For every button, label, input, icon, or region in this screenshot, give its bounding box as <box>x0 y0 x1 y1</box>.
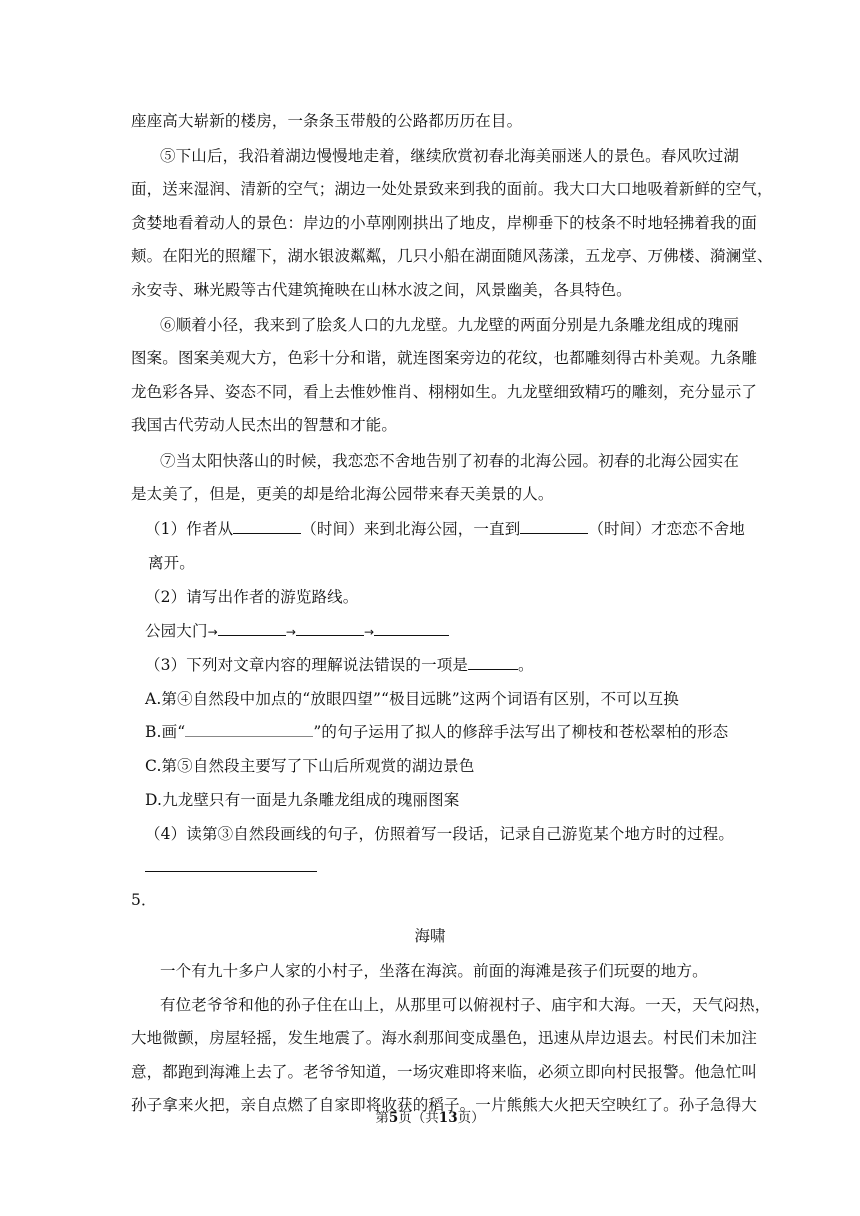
page-footer <box>0 1108 860 1128</box>
option-b <box>145 721 731 743</box>
route-start: 公园大门 <box>145 622 208 640</box>
answer-blank[interactable] <box>218 621 286 636</box>
question-1 <box>145 518 745 540</box>
passage-paragraph: 孙子拿来火把，亲自点燃了自家即将收获的稻子。一片熊熊大火把天空映红了。孙子急得大 <box>131 1096 758 1114</box>
option-d: D.九龙壁只有一面是九条雕龙组成的瑰丽图案 <box>145 791 460 809</box>
question-3 <box>145 654 731 676</box>
paragraph-5-line: 永安寺、琳光殿等古代建筑掩映在山林水波之间，风景幽美，各具特色。 <box>131 281 632 299</box>
current-page-number: 5 <box>388 1110 399 1126</box>
option-b-text: ”的句子运用了拟人的修辞手法写出了柳枝和苍松翠柏的形态 <box>313 723 729 741</box>
paragraph-5-line: 颊。在阳光的照耀下，湖水银波粼粼，几只小船在湖面随风荡漾，五龙亭、万佛楼、漪澜堂、 <box>131 247 773 265</box>
option-b-prefix: B.画“ <box>145 723 186 741</box>
paragraph-6-line: 我国古代劳动人民杰出的智慧和才能。 <box>131 416 398 434</box>
passage-paragraph: 有位老爷爷和他的孙子住在山上，从那里可以俯视村子、庙宇和大海。一天，天气闷热， <box>160 996 771 1014</box>
passage-paragraph: 一个有九十多户人家的小村子，坐落在海滨。前面的海滩是孩子们玩耍的地方。 <box>160 962 708 980</box>
arrow-right-icon: → <box>207 625 218 639</box>
question-2: （2）请写出作者的游览路线。 <box>145 588 359 606</box>
answer-blank[interactable] <box>296 621 364 636</box>
paragraph-7-line: 是太美了，但是，更美的却是给北海公园带来春天美景的人。 <box>131 485 554 503</box>
paragraph-7-line: ⑦当太阳快落山的时候，我恋恋不舍地告别了初春的北海公园。初春的北海公园实在 <box>160 452 740 470</box>
paragraph-5-line: ⑤下山后，我沿着湖边慢慢地走着，继续欣赏初春北海美丽迷人的景色。春风吹过湖 <box>160 147 740 165</box>
answer-blank[interactable] <box>468 655 518 670</box>
arrow-right-icon: → <box>285 625 297 639</box>
answer-blank[interactable] <box>233 519 301 534</box>
passage-paragraph: 大地微颤，房屋轻摇，发生地震了。海水刹那间变成墨色，迅速从岸边退去。村民们未加注 <box>131 1029 758 1047</box>
answer-blank[interactable] <box>374 621 449 636</box>
paragraph-4-tail: 座座高大崭新的楼房，一条条玉带般的公路都历历在目。 <box>131 112 523 130</box>
arrow-right-icon: → <box>364 625 375 639</box>
question-1-continued: 离开。 <box>148 554 195 572</box>
answer-blank[interactable] <box>520 519 588 534</box>
paragraph-6-line: 龙色彩各异、姿态不同，看上去惟妙惟肖、栩栩如生。九龙壁细致精巧的雕刻，充分显示了 <box>131 383 758 401</box>
paragraph-6-line: ⑥顺着小径，我来到了脍炙人口的九龙壁。九龙壁的两面分别是九条雕龙组成的瑰丽 <box>160 316 740 334</box>
question-4: （4）读第③自然段画线的句子，仿照着写一段话，记录自己游览某个地方时的过程。 <box>145 825 735 843</box>
answer-line[interactable] <box>145 871 317 872</box>
question-5-number: 5． <box>131 891 157 909</box>
option-c: C.第⑤自然段主要写了下山后所观赏的湖边景色 <box>145 757 475 775</box>
question-1-part-a: （1）作者从 <box>145 520 234 538</box>
question-1-part-b: （时间）来到北海公园，一直到 <box>301 520 521 538</box>
question-3-text: （3）下列对文章内容的理解说法错误的一项是 <box>145 656 469 674</box>
question-1-part-c: （时间）才恋恋不舍地 <box>588 520 745 538</box>
footer-mid: 页（共 <box>398 1110 439 1126</box>
paragraph-5-line: 贪婪地看着动人的景色：岸边的小草刚刚拱出了地皮，岸柳垂下的枝条不时地轻拂着我的面 <box>131 214 758 232</box>
passage-title: 海啸 <box>414 927 446 945</box>
underline-sample <box>185 722 313 737</box>
footer-suffix: 页） <box>457 1110 485 1126</box>
footer-prefix: 第 <box>375 1110 389 1126</box>
question-3-end: 。 <box>518 656 534 674</box>
passage-paragraph: 意，都跑到海滩上去了。老爷爷知道，一场灾难即将来临，必须立即向村民报警。他急忙叫 <box>131 1063 758 1081</box>
paragraph-5-line: 面，送来湿润、清新的空气；湖边一处处景致来到我的面前。我大口大口地吸着新鲜的空气， <box>131 180 773 198</box>
route-answer <box>145 620 745 643</box>
paragraph-6-line: 图案。图案美观大方，色彩十分和谐，就连图案旁边的花纹，也都雕刻得古朴美观。九条雕 <box>131 349 758 367</box>
option-a: A.第④自然段中加点的“放眼四望”“极目远眺”这两个词语有区别，不可以互换 <box>145 690 679 708</box>
total-page-number: 13 <box>438 1110 458 1126</box>
